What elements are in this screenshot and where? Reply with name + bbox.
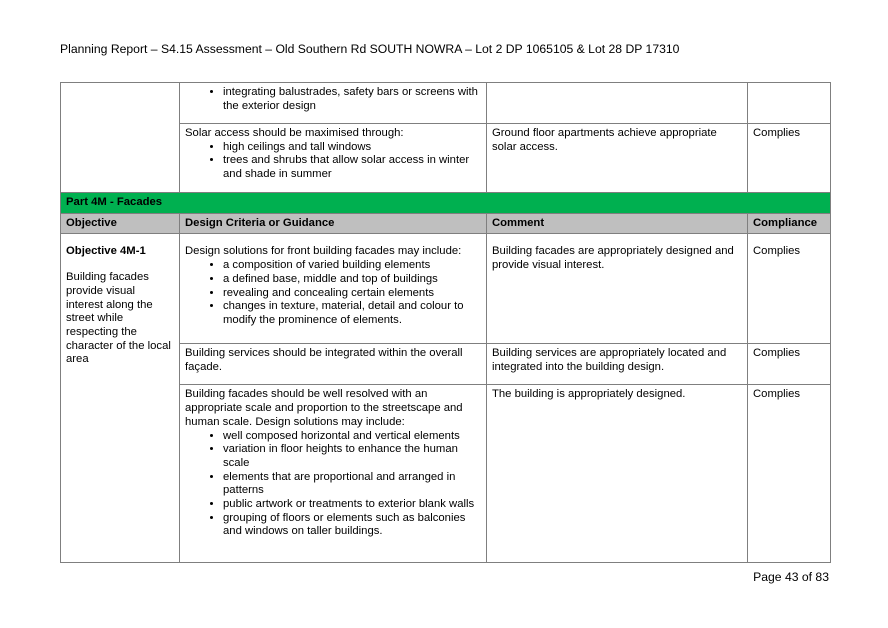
criteria-cell — [180, 385, 487, 563]
bullet-list — [185, 430, 481, 540]
page-number: Page 43 of 83 — [753, 570, 829, 584]
criteria-intro: Building facades should be well resolved with an appropriate scale and proportion to the streetscape and human scale. Design solutions may include: — [185, 388, 463, 428]
column-header-criteria: Design Criteria or Guidance — [180, 213, 487, 234]
bullet-item: • public artwork or treatments to exterior blank walls — [223, 498, 481, 512]
criteria-intro: Design solutions for front building facades may include: — [185, 245, 462, 258]
compliance-cell: Complies — [748, 344, 831, 385]
bullet-item: • grouping of floors or elements such as balconies and windows on taller buildings. — [223, 512, 481, 539]
comment-cell — [487, 83, 748, 124]
objective-cell-empty — [61, 83, 180, 193]
comment-text: Building facades are appropriately designed and provide visual interest. — [492, 245, 734, 272]
bullet-item: • high ceilings and tall windows — [223, 141, 481, 155]
column-header-compliance: Compliance — [748, 213, 831, 234]
objective-title: Objective 4M-1 — [66, 245, 146, 258]
table-row — [61, 83, 831, 124]
column-header-comment: Comment — [487, 213, 748, 234]
comment-cell: The building is appropriately designed. — [487, 385, 748, 563]
criteria-cell — [180, 83, 487, 124]
comment-cell — [487, 234, 748, 344]
bullet-item: • integrating balustrades, safety bars or screens with the exterior design — [223, 86, 481, 113]
comment-cell: Building services are appropriately located and integrated into the building design. — [487, 344, 748, 385]
section-band — [61, 193, 831, 214]
criteria-cell — [180, 124, 487, 193]
column-header-objective: Objective — [61, 213, 180, 234]
bullet-item: • changes in texture, material, detail and colour to modify the prominence of elements. — [223, 300, 481, 327]
bullet-item: • variation in floor heights to enhance the human scale — [223, 443, 481, 470]
bullet-item: • a composition of varied building elements — [223, 259, 481, 273]
bullet-item: • a defined base, middle and top of buildings — [223, 273, 481, 287]
page-header: Planning Report – S4.15 Assessment – Old Southern Rd SOUTH NOWRA – Lot 2 DP 1065105 & Lot 28 DP 17310 — [60, 42, 680, 56]
compliance-text: Complies — [753, 245, 801, 258]
bullet-list — [185, 141, 481, 182]
bullet-item: • elements that are proportional and arranged in patterns — [223, 471, 481, 498]
bullet-list — [185, 259, 481, 328]
column-header-row — [61, 213, 831, 234]
bullet-item: • well composed horizontal and vertical elements — [223, 430, 481, 444]
compliance-cell — [748, 83, 831, 124]
section-title: Part 4M - Facades — [61, 193, 831, 214]
assessment-table — [60, 82, 831, 563]
table-row — [61, 234, 831, 344]
criteria-cell: Building services should be integrated within the overall façade. — [180, 344, 487, 385]
compliance-cell: Complies — [748, 385, 831, 563]
objective-text: Building facades provide visual interest along the street while respecting the character of the local area — [66, 271, 171, 366]
bullet-item: • revealing and concealing certain elements — [223, 287, 481, 301]
bullet-item: • trees and shrubs that allow solar access in winter and shade in summer — [223, 154, 481, 181]
compliance-cell — [748, 234, 831, 344]
objective-cell — [61, 234, 180, 563]
compliance-cell: Complies — [748, 124, 831, 193]
criteria-cell — [180, 234, 487, 344]
bullet-list — [185, 86, 481, 113]
criteria-intro: Solar access should be maximised through: — [185, 127, 404, 139]
comment-cell: Ground floor apartments achieve appropriate solar access. — [487, 124, 748, 193]
